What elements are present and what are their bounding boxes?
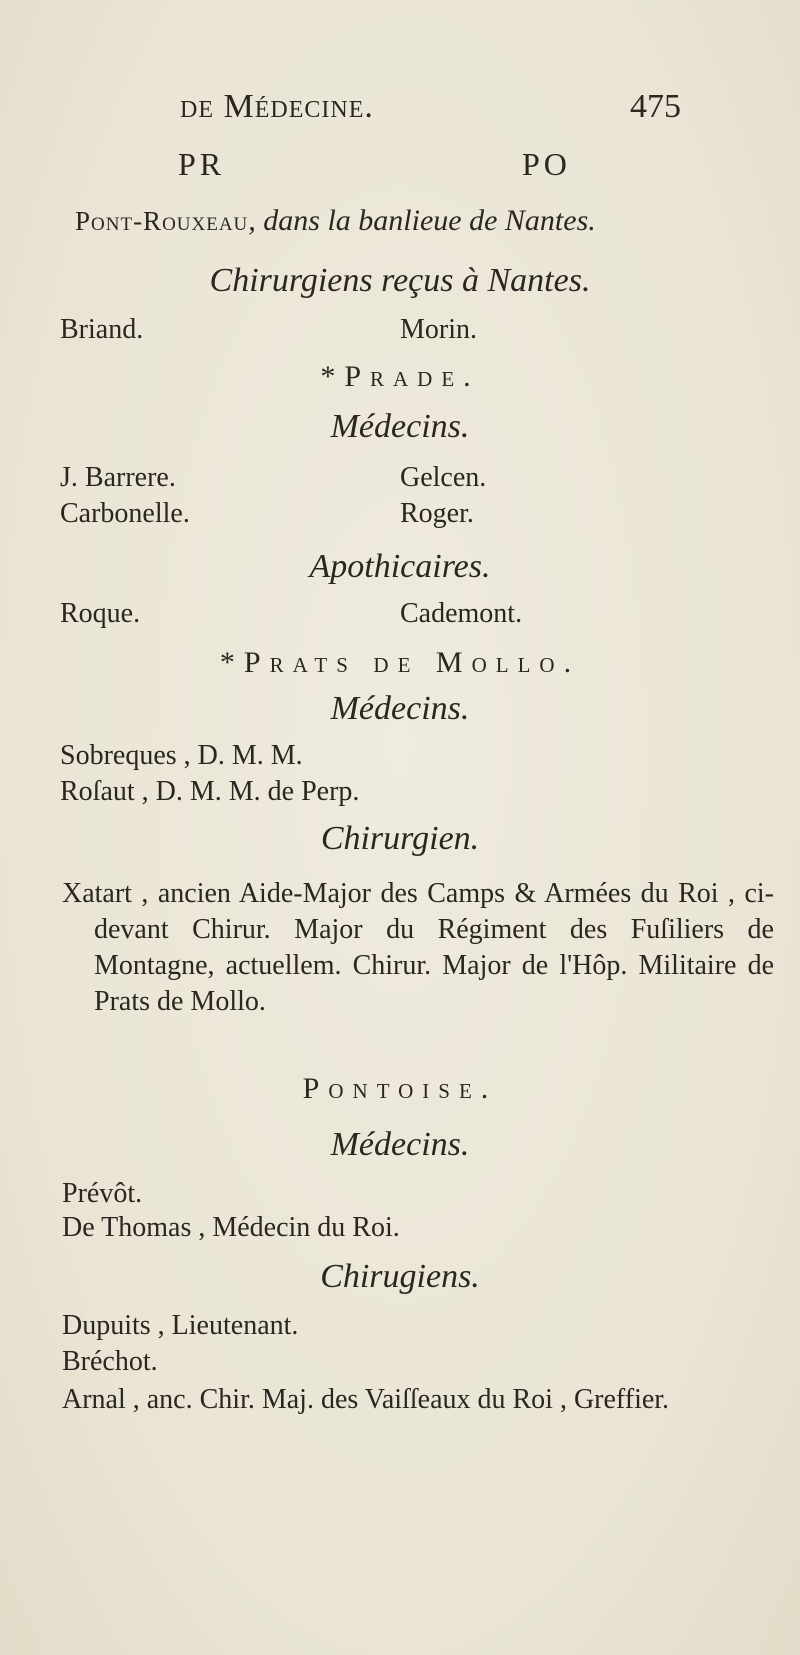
- list-item: Carbonelle.: [60, 498, 190, 529]
- catchword-left: PR: [178, 146, 226, 182]
- place-note: , dans la banlieue de Nantes.: [248, 204, 596, 237]
- section-title-chirurgien: Chirurgien.: [320, 820, 480, 857]
- section-title-chirugiens: Chirugiens.: [320, 1258, 480, 1295]
- paragraph-entry: Arnal , anc. Chir. Maj. des Vaiſſeaux du Roi , Greffier.: [62, 1384, 670, 1415]
- section-title-medecins: Médecins.: [330, 1126, 470, 1163]
- list-item: Briand.: [60, 314, 144, 345]
- list-item: Gelcen.: [400, 462, 487, 493]
- place-name: Pont-Rouxeau: [75, 206, 249, 236]
- list-item: Roſaut , D. M. M. de Perp.: [60, 776, 360, 807]
- page-number: 475: [630, 88, 681, 125]
- place-heading-prade: *Prade.: [320, 360, 480, 393]
- section-title-apothicaires: Apothicaires.: [309, 548, 491, 585]
- list-item: Cademont.: [400, 598, 523, 629]
- list-item: Sobreques , D. M. M.: [60, 740, 303, 771]
- list-item: Bréchot.: [62, 1346, 158, 1377]
- section-title-medecins: Médecins.: [330, 408, 470, 445]
- place-heading-pontoise: Pontoise.: [302, 1072, 498, 1105]
- list-item: Roger.: [400, 498, 474, 529]
- catchword-right: PO: [522, 146, 571, 182]
- list-item: J. Barrere.: [60, 462, 176, 493]
- list-item: Prévôt.: [62, 1178, 143, 1209]
- place-heading-prats-de-mollo: *Prats de Mollo.: [219, 646, 581, 679]
- section-title-chirurgiens-nantes: Chirurgiens reçus à Nantes.: [209, 262, 591, 299]
- place-heading-pont-rouxeau: [75, 204, 596, 238]
- section-title-medecins: Médecins.: [330, 690, 470, 727]
- list-item: Morin.: [400, 314, 477, 345]
- list-item: Dupuits , Lieutenant.: [62, 1310, 299, 1341]
- running-title: de Médecine.: [180, 88, 374, 125]
- list-item: De Thomas , Médecin du Roi.: [62, 1212, 400, 1243]
- paragraph-entry: Xatart , ancien Aide-Major des Camps & Armées du Roi , ci-devant Chirur. Major du Régiment des Fuſiliers de Montagne, actuellem. Chirur. Major de l'Hôp. Militaire de Prats de Mollo.: [62, 878, 774, 1017]
- list-item: Roque.: [60, 598, 141, 629]
